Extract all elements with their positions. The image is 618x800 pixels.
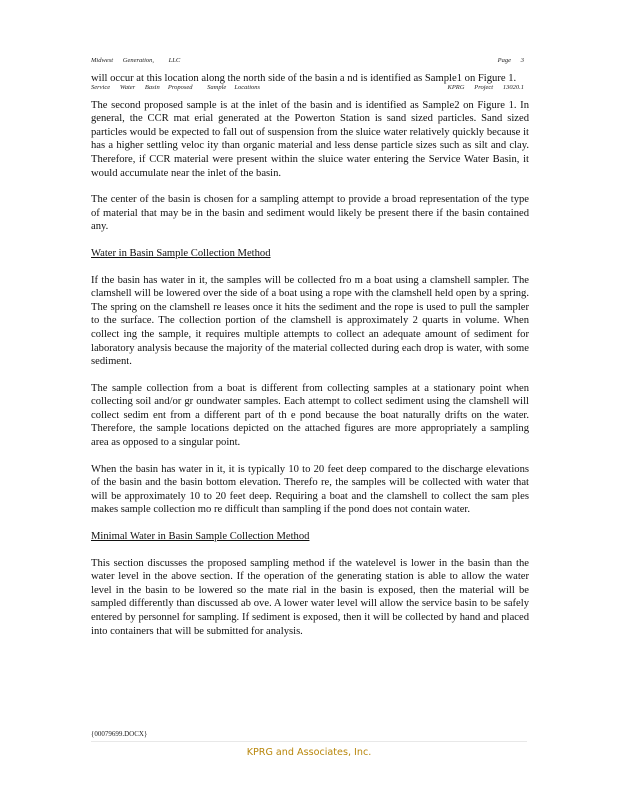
paragraph-boat-collection: The sample collection from a boat is different from collecting samples at a stationary point when collecting soil and/or gr oundwater samples. Each attempt to collect sediment using the clamshell will collect sedim ent from a different part of th e pond because the boat naturally drifts on the water. Therefore, the sample locations depicted on the attached figures are more appropriately a sampling area as opposed to a singular point. bbox=[91, 382, 529, 449]
footer-divider bbox=[91, 741, 527, 742]
section-minimal-water bbox=[91, 530, 529, 638]
document-body bbox=[91, 72, 529, 651]
paragraph-clamshell-method: If the basin has water in it, the samples will be collected fro m a boat using a clamshell sampler. The clamshell will be lowered over the side of a boat using a rope with the clamshell held open by a spring. The spring on the clamshell re leases once it hits the sediment and the rope is used to pull the sampler to the surface. The collection portion of the clamshell is approximately 2 quarts in volume. When collect ing the sample, it requires multiple attempts to collect an adequate amount of sediment for laboratory analysis because the majority of the material collected during each drop is water, with some sediment. bbox=[91, 274, 529, 368]
section-heading-water-in-basin: Water in Basin Sample Collection Method bbox=[91, 247, 271, 259]
paragraph-basin-center: The center of the basin is chosen for a sampling attempt to provide a broad representation of the type of material that may be in the basin and sediment would likely be present there if the basin contained any. bbox=[91, 194, 529, 233]
header-document-title: Service Water Basin Proposed Sample Locations bbox=[91, 84, 261, 91]
footer-company-name: KPRG and Associates, Inc. bbox=[246, 747, 372, 758]
section-water-in-basin bbox=[91, 247, 529, 369]
header-project-number: KPRG Project 13020.1 bbox=[447, 84, 524, 91]
paragraph-water-depth: When the basin has water in it, it is typically 10 to 20 feet deep compared to the discharge elevations of the basin and the basin bottom elevation. Therefo re, the samples will be collected with water that will be approximately 10 to 20 feet deep. Requiring a boat and the clamshell to collect the sam ples makes sample collection mo re difficult than sampling if the pond does not contain water. bbox=[91, 463, 529, 516]
paragraph-minimal-water-method: This section discusses the proposed sampling method if the watelevel is lower in the basin than the water level in the above section. If the operation of the generating station is able to allow the water level in the basin to be lowered so the mate rial in the basin is exposed, then the material will be sampled differently than discussed ab ove. A lower water level will allow the service basin to be safely entered by personnel for sampling. If sediment is exposed, then it will be collected by hand and placed into containers that will be submitted for analysis. bbox=[91, 557, 529, 637]
footer-document-id: {00079699.DOCX} bbox=[91, 730, 148, 738]
section-heading-minimal-water: Minimal Water in Basin Sample Collection Method bbox=[91, 531, 310, 543]
header-page-number: Page 3 bbox=[497, 57, 524, 64]
paragraph-sample1-location: will occur at this location along the north side of the basin a nd is identified as Sample1 on Figure 1. bbox=[91, 73, 517, 84]
header-company: Midwest Generation, LLC bbox=[91, 57, 181, 64]
paragraph-sample2-location: The second proposed sample is at the inlet of the basin and is identified as Sample2 on Figure 1. In general, the CCR mat erial generated at the Powerton Station is sand sized particles. Sand sized particles would be expected to fall out of suspension from the sluice water relatively quickly because it has a higher settling veloc ity than organic material and less dense particle sizes such as silt and clay. Therefore, if CCR material were present within the sluice water entering the Service Water Basin, it would accumulate near the inlet of the basin. bbox=[91, 99, 529, 179]
